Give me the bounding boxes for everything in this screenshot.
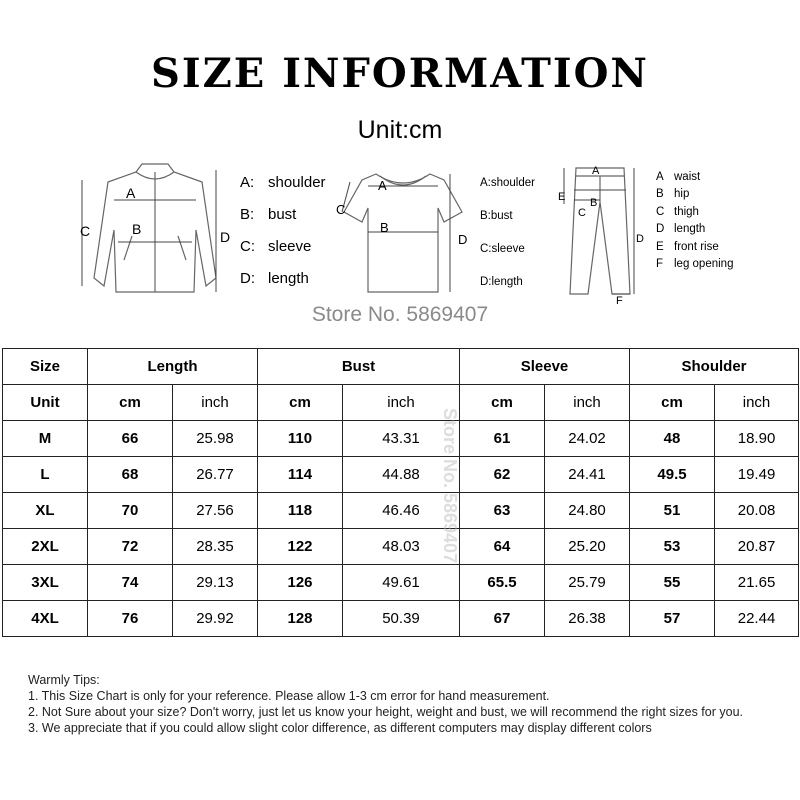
- diagram-letter-a: A: [592, 165, 600, 177]
- cell-length-inch: 29.13: [173, 565, 258, 601]
- cell-sleeve-cm: 67: [460, 601, 545, 637]
- legend-item: [480, 265, 535, 298]
- table-row: [3, 493, 799, 529]
- legend-label: bust: [268, 205, 297, 223]
- diagram-letter-a: A: [126, 185, 136, 201]
- cell-bust-cm: 118: [258, 493, 343, 529]
- cell-shoulder-cm: 57: [630, 601, 715, 637]
- legend-item: [240, 166, 326, 198]
- unit-cm: cm: [630, 385, 715, 421]
- diagram-letter-c: C: [336, 202, 346, 217]
- cell-sleeve-inch: 24.02: [545, 421, 630, 457]
- legend-label: shoulder: [268, 173, 326, 191]
- header-length: Length: [88, 349, 258, 385]
- cell-size: M: [3, 421, 88, 457]
- diagram-letter-b: B: [380, 220, 389, 235]
- diagram-letter-a: A: [378, 178, 387, 193]
- header-bust: Bust: [258, 349, 460, 385]
- legend-key: D:: [480, 275, 492, 288]
- header-size: Size: [3, 349, 88, 385]
- legend-label: length: [268, 269, 309, 287]
- cell-length-inch: 26.77: [173, 457, 258, 493]
- cell-sleeve-cm: 63: [460, 493, 545, 529]
- legend-key: D:: [240, 269, 255, 287]
- cell-shoulder-inch: 18.90: [715, 421, 799, 457]
- legend-item: [480, 199, 535, 232]
- cell-bust-cm: 114: [258, 457, 343, 493]
- legend-item: [656, 203, 733, 221]
- cell-size: 2XL: [3, 529, 88, 565]
- cell-bust-inch: 46.46: [343, 493, 460, 529]
- jacket-legend: [240, 166, 326, 294]
- legend-item: [240, 262, 326, 294]
- cell-shoulder-inch: 22.44: [715, 601, 799, 637]
- header-sleeve: Sleeve: [460, 349, 630, 385]
- diagram-letter-b: B: [590, 197, 598, 209]
- legend-label: thigh: [674, 205, 699, 218]
- tip-line: 2. Not Sure about your size? Don't worry, just let us know your height, weight and bust, we will recommend the right sizes for you.: [28, 705, 743, 719]
- cell-bust-inch: 49.61: [343, 565, 460, 601]
- cell-length-cm: 76: [88, 601, 173, 637]
- legend-key: A:: [240, 173, 255, 191]
- legend-key: A: [656, 170, 664, 183]
- diagram-letter-f: F: [616, 295, 623, 305]
- diagram-letter-c: C: [80, 223, 91, 239]
- legend-label: bust: [490, 209, 513, 222]
- diagram-letter-c: C: [578, 207, 586, 219]
- tips-heading: Warmly Tips:: [28, 673, 100, 687]
- cell-shoulder-inch: 21.65: [715, 565, 799, 601]
- cell-sleeve-inch: 26.38: [545, 601, 630, 637]
- legend-key: C:: [480, 242, 492, 255]
- legend-item: [656, 238, 733, 256]
- diagram-letter-b: B: [132, 221, 142, 237]
- legend-label: sleeve: [491, 242, 525, 255]
- legend-key: B: [656, 188, 664, 201]
- cell-sleeve-inch: 24.80: [545, 493, 630, 529]
- unit-inch: inch: [173, 385, 258, 421]
- unit-inch: inch: [343, 385, 460, 421]
- cell-sleeve-inch: 25.79: [545, 565, 630, 601]
- cell-shoulder-cm: 53: [630, 529, 715, 565]
- diagram-letter-e: E: [558, 191, 566, 203]
- cell-size: XL: [3, 493, 88, 529]
- cell-length-cm: 68: [88, 457, 173, 493]
- cell-bust-cm: 128: [258, 601, 343, 637]
- table-unit-row: [3, 385, 799, 421]
- pants-legend: [656, 168, 733, 273]
- legend-key: B:: [480, 209, 491, 222]
- table-row: [3, 457, 799, 493]
- legend-item: [480, 166, 535, 199]
- unit-cm: cm: [88, 385, 173, 421]
- legend-item: [656, 221, 733, 239]
- cell-sleeve-cm: 64: [460, 529, 545, 565]
- cell-length-inch: 29.92: [173, 601, 258, 637]
- cell-length-cm: 74: [88, 565, 173, 601]
- legend-label: length: [491, 275, 523, 288]
- legend-label: waist: [674, 170, 701, 183]
- unit-cm: cm: [460, 385, 545, 421]
- legend-item: [480, 232, 535, 265]
- cell-sleeve-cm: 61: [460, 421, 545, 457]
- unit-header: Unit: [3, 385, 88, 421]
- cell-shoulder-cm: 51: [630, 493, 715, 529]
- unit-cm: cm: [258, 385, 343, 421]
- legend-key: D: [656, 223, 665, 236]
- diagram-letter-d: D: [458, 232, 468, 247]
- legend-key: F: [656, 258, 664, 271]
- cell-shoulder-cm: 48: [630, 421, 715, 457]
- cell-size: 4XL: [3, 601, 88, 637]
- store-watermark: Store No. 5869407: [440, 408, 460, 564]
- tip-line: 1. This Size Chart is only for your reference. Please allow 1-3 cm error for hand measurement.: [28, 689, 550, 703]
- size-table: [2, 348, 799, 637]
- legend-item: [240, 230, 326, 262]
- legend-item: [240, 198, 326, 230]
- cell-length-cm: 66: [88, 421, 173, 457]
- cell-shoulder-inch: 19.49: [715, 457, 799, 493]
- legend-key: B:: [240, 205, 255, 223]
- cell-bust-cm: 110: [258, 421, 343, 457]
- legend-label: sleeve: [268, 237, 312, 255]
- store-number: Store No. 5869407: [311, 303, 489, 326]
- page-title: SIZE INFORMATION: [151, 50, 649, 97]
- cell-size: 3XL: [3, 565, 88, 601]
- cell-bust-cm: 122: [258, 529, 343, 565]
- pants-diagram: [556, 160, 654, 305]
- table-row: [3, 565, 799, 601]
- legend-key: C:: [240, 237, 255, 255]
- cell-shoulder-inch: 20.08: [715, 493, 799, 529]
- cell-sleeve-cm: 62: [460, 457, 545, 493]
- legend-key: C: [656, 205, 665, 218]
- legend-key: E: [656, 240, 664, 253]
- cell-length-inch: 25.98: [173, 421, 258, 457]
- legend-label: front rise: [674, 240, 719, 253]
- legend-label: hip: [674, 188, 690, 201]
- cell-length-cm: 70: [88, 493, 173, 529]
- legend-item: [656, 256, 733, 274]
- tip-line: 3. We appreciate that if you could allow slight color difference, as different computers may display different colors: [28, 721, 652, 735]
- cell-bust-inch: 50.39: [343, 601, 460, 637]
- diagram-letter-d: D: [220, 229, 231, 245]
- cell-sleeve-inch: 24.41: [545, 457, 630, 493]
- diagram-letter-d: D: [636, 233, 644, 245]
- legend-label: leg opening: [674, 258, 734, 271]
- cell-bust-inch: 44.88: [343, 457, 460, 493]
- cell-shoulder-cm: 55: [630, 565, 715, 601]
- table-header-row: [3, 349, 799, 385]
- legend-label: length: [674, 223, 706, 236]
- cell-shoulder-inch: 20.87: [715, 529, 799, 565]
- table-row: [3, 421, 799, 457]
- header-shoulder: Shoulder: [630, 349, 799, 385]
- cell-sleeve-inch: 25.20: [545, 529, 630, 565]
- cell-shoulder-cm: 49.5: [630, 457, 715, 493]
- legend-label: shoulder: [490, 176, 535, 189]
- cell-length-inch: 28.35: [173, 529, 258, 565]
- legend-item: [656, 168, 733, 186]
- tshirt-legend: [480, 166, 535, 298]
- legend-key: A:: [480, 176, 491, 189]
- unit-label: Unit:cm: [357, 116, 443, 144]
- unit-inch: inch: [715, 385, 799, 421]
- cell-length-cm: 72: [88, 529, 173, 565]
- tshirt-diagram: [332, 160, 472, 300]
- cell-sleeve-cm: 65.5: [460, 565, 545, 601]
- cell-bust-cm: 126: [258, 565, 343, 601]
- table-row: [3, 601, 799, 637]
- cell-bust-inch: 48.03: [343, 529, 460, 565]
- warmly-tips: [28, 672, 743, 736]
- unit-inch: inch: [545, 385, 630, 421]
- cell-length-inch: 27.56: [173, 493, 258, 529]
- legend-item: [656, 186, 733, 204]
- jacket-diagram: [74, 160, 236, 300]
- cell-size: L: [3, 457, 88, 493]
- cell-bust-inch: 43.31: [343, 421, 460, 457]
- table-row: [3, 529, 799, 565]
